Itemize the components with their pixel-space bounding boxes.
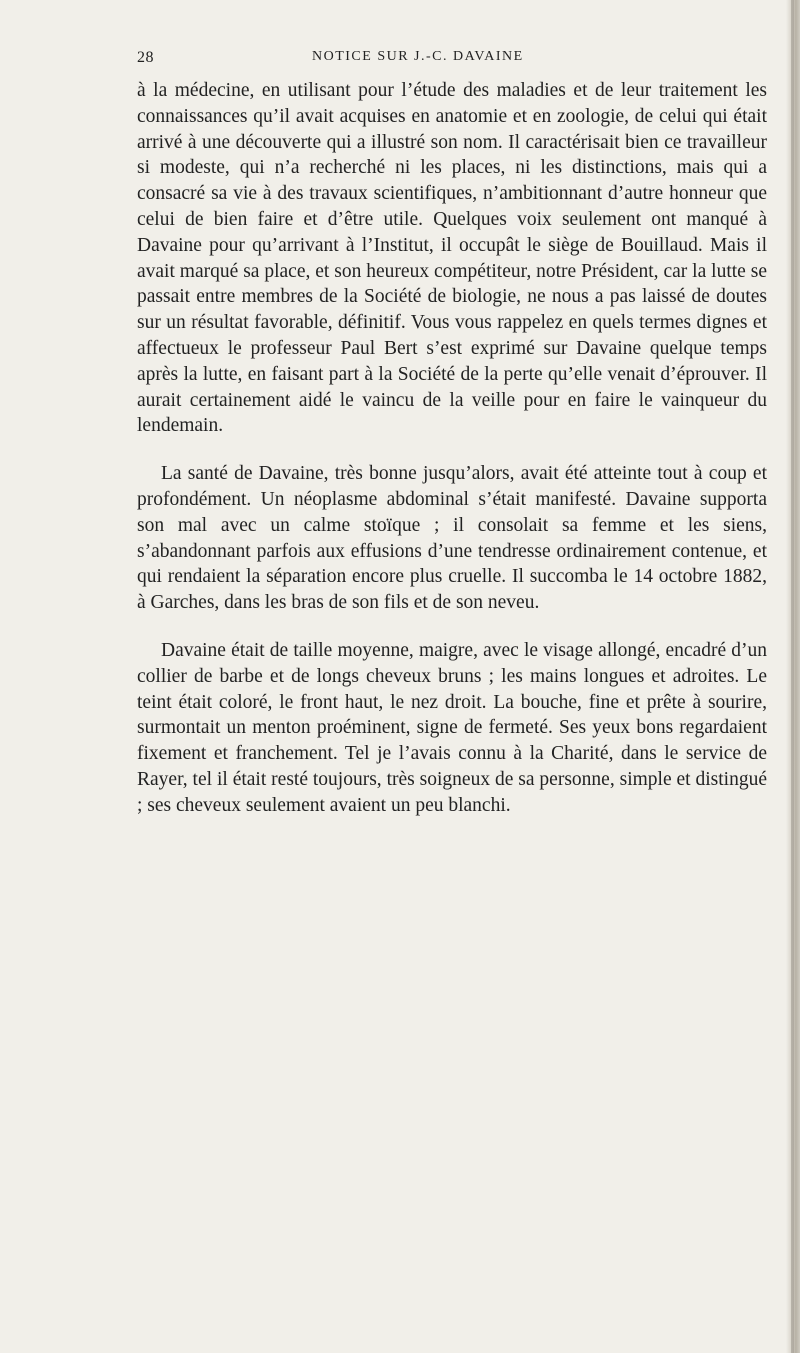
running-title: NOTICE SUR J.-C. DAVAINE	[312, 49, 524, 64]
page-edge-shadow	[791, 0, 794, 1353]
page-number: 28	[137, 49, 154, 66]
paragraph: à la médecine, en utilisant pour l’étude des maladies et de leur traitement les connaissances qu’il avait acquises en anatomie et en zoologie, de celui qui était arrivé à une découverte qui a illustré son nom. Il caractérisait bien ce travailleur si modeste, qui n’a recherché ni les places, ni les distinctions, mais qui a consacré sa vie à des travaux scientifiques, n’ambitionnant d’autre honneur que celui de bien faire et d’être utile. Quelques voix seulement ont manqué à Davaine pour qu’arrivant à l’Institut, il occupât le siège de Bouillaud. Mais il avait marqué sa place, et son heureux compétiteur, notre Président, car la lutte se passait entre membres de la Société de biologie, ne nous a pas laissé de doutes sur un résultat favorable, définitif. Vous vous rappelez en quels termes dignes et affectueux le professeur Paul Bert s’est exprimé sur Davaine quelque temps après la lutte, en faisant part à la Société de la perte qu’elle venait d’éprouver. Il aurait certainement aidé le vaincu de la veille pour en faire le vainqueur du lendemain.	[137, 80, 767, 437]
paragraph: La santé de Davaine, très bonne jusqu’alors, avait été atteinte tout à coup et profondément. Un néoplasme abdominal s’était manifesté. Davaine supporta son mal avec un calme stoïque ; il consolait sa femme et les siens, s’abandonnant parfois aux effusions d’une tendresse ordinairement contenue, et qui rendaient la séparation encore plus cruelle. Il succomba le 14 octobre 1882, à Garches, dans les bras de son fils et de son neveu.	[137, 463, 767, 614]
body-text	[137, 78, 767, 819]
paragraph: Davaine était de taille moyenne, maigre, avec le visage allongé, encadré d’un collier de barbe et de longs cheveux bruns ; les mains longues et adroites. Le teint était coloré, le front haut, le nez droit. La bouche, fine et prête à sourire, surmontait un menton proéminent, signe de fermeté. Ses yeux bons regardaient fixement et franchement. Tel je l’avais connu à la Charité, dans le service de Rayer, tel il était resté toujours, très soigneux de sa personne, simple et distingué ; ses cheveux seulement avaient un peu blanchi.	[137, 639, 767, 816]
